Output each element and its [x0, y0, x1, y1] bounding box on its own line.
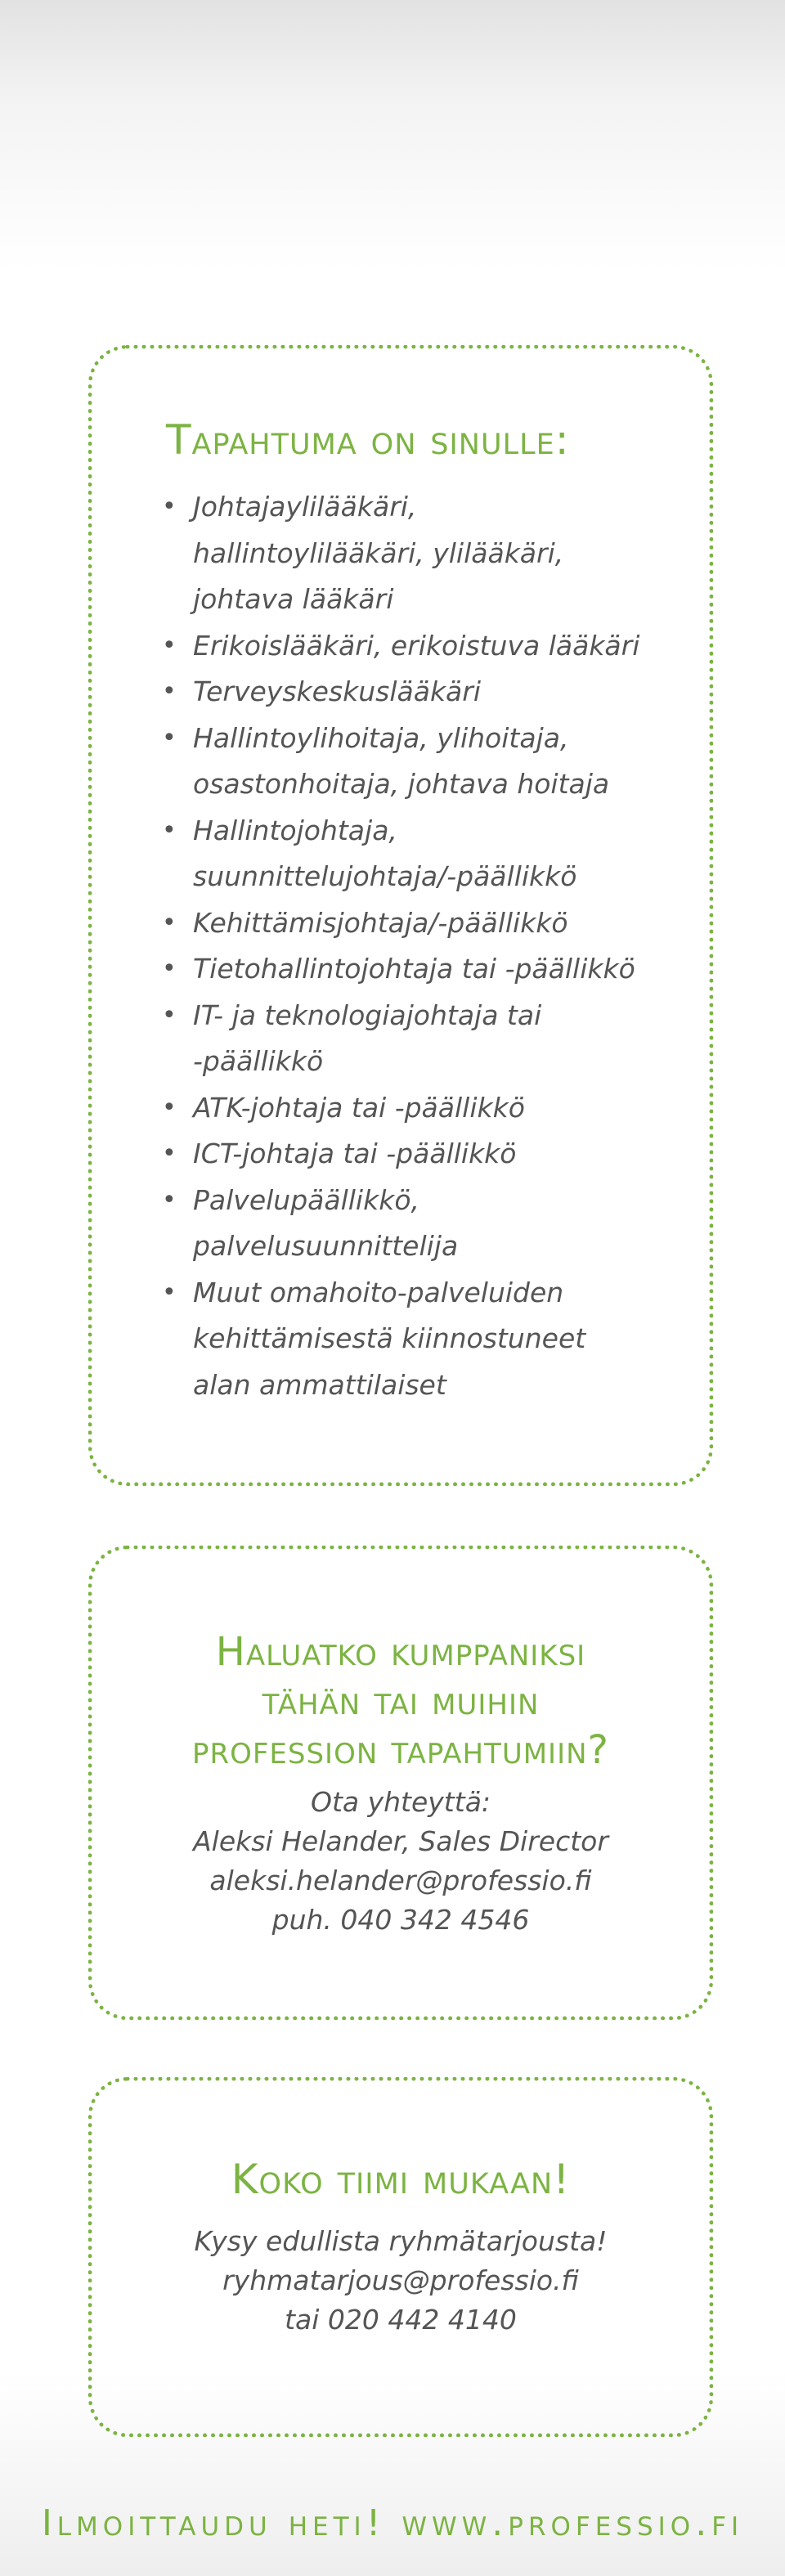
audience-item-line: kehittämisestä kiinnostuneet: [193, 1322, 586, 1354]
audience-item-line: -päällikkö: [193, 1045, 324, 1077]
audience-item-line: • Hallintoylihoitaja, ylihoitaja,: [193, 721, 569, 754]
team-offer-text: Kysy edullista ryhmätarjousta!: [194, 2225, 608, 2257]
audience-list-item: [162, 900, 669, 947]
audience-list-item: [162, 993, 669, 1085]
partner-heading-line: profession tapahtumiin?: [191, 1727, 610, 1773]
audience-list-item: [162, 808, 669, 900]
audience-item-line: • ATK-johtaja tai -päällikkö: [193, 1091, 525, 1124]
contact-intro: Ota yhteyttä:: [310, 1786, 491, 1818]
audience-list-item: [162, 484, 669, 623]
audience-item-line: • Terveyskeskuslääkäri: [193, 675, 482, 707]
audience-item-line: palvelusuunnittelija: [193, 1230, 459, 1262]
audience-item-line: • Johtajaylilääkäri,: [193, 491, 417, 523]
audience-item-line: • Palvelupäällikkö,: [193, 1183, 420, 1216]
audience-list-item: [162, 669, 669, 716]
partner-heading-line: Haluatko kumppaniksi: [215, 1629, 586, 1675]
footer-cta[interactable]: Ilmoittaudu heti! www.professio.fi: [41, 2502, 744, 2544]
audience-box: [88, 345, 713, 1486]
audience-item-line: • Tietohallintojohtaja tai -päällikkö: [193, 953, 635, 985]
contact-email-link[interactable]: aleksi.helander@professio.fi: [209, 1865, 592, 1896]
audience-list-item: [162, 1131, 669, 1178]
team-box: [88, 2077, 713, 2437]
audience-item-line: • ICT-johtaja tai -päällikkö: [193, 1138, 517, 1169]
contact-phone: puh. 040 342 4546: [271, 1904, 530, 1936]
audience-item-line: • Hallintojohtaja,: [193, 814, 397, 846]
partner-heading: [92, 1627, 709, 1775]
audience-item-line: suunnittelujohtaja/-päällikkö: [193, 860, 577, 892]
audience-item-line: • Erikoislääkäri, erikoistuva lääkäri: [193, 629, 640, 662]
audience-item-line: • Kehittämisjohtaja/-päällikkö: [193, 906, 568, 939]
team-contact: [92, 2222, 709, 2340]
team-phone: tai 020 442 4140: [285, 2304, 517, 2336]
audience-list-item: [162, 946, 669, 993]
audience-list: [162, 484, 669, 1408]
team-email-link[interactable]: ryhmatarjous@professio.fi: [222, 2264, 579, 2296]
contact-person: Aleksi Helander, Sales Director: [193, 1825, 608, 1857]
audience-list-item: [162, 1085, 669, 1132]
partner-box: [88, 1546, 713, 2020]
audience-list-item: [162, 1178, 669, 1270]
partner-heading-line: tähän tai muihin: [262, 1678, 540, 1724]
team-heading: Koko tiimi mukaan!: [231, 2156, 571, 2203]
audience-list-item: [162, 1270, 669, 1409]
partner-contact: [92, 1783, 709, 1940]
audience-item-line: johtava lääkäri: [193, 583, 394, 615]
audience-item-line: • IT- ja teknologiajohtaja tai: [193, 999, 542, 1031]
audience-heading: Tapahtuma on sinulle:: [166, 416, 570, 464]
audience-list-item: [162, 623, 669, 670]
audience-list-item: [162, 716, 669, 808]
audience-item-line: hallintoylilääkäri, ylilääkäri,: [193, 536, 564, 569]
audience-item-line: • Muut omahoito-palveluiden: [193, 1276, 564, 1308]
audience-item-line: osastonhoitaja, johtava hoitaja: [193, 768, 610, 800]
audience-item-line: alan ammattilaiset: [193, 1368, 446, 1401]
